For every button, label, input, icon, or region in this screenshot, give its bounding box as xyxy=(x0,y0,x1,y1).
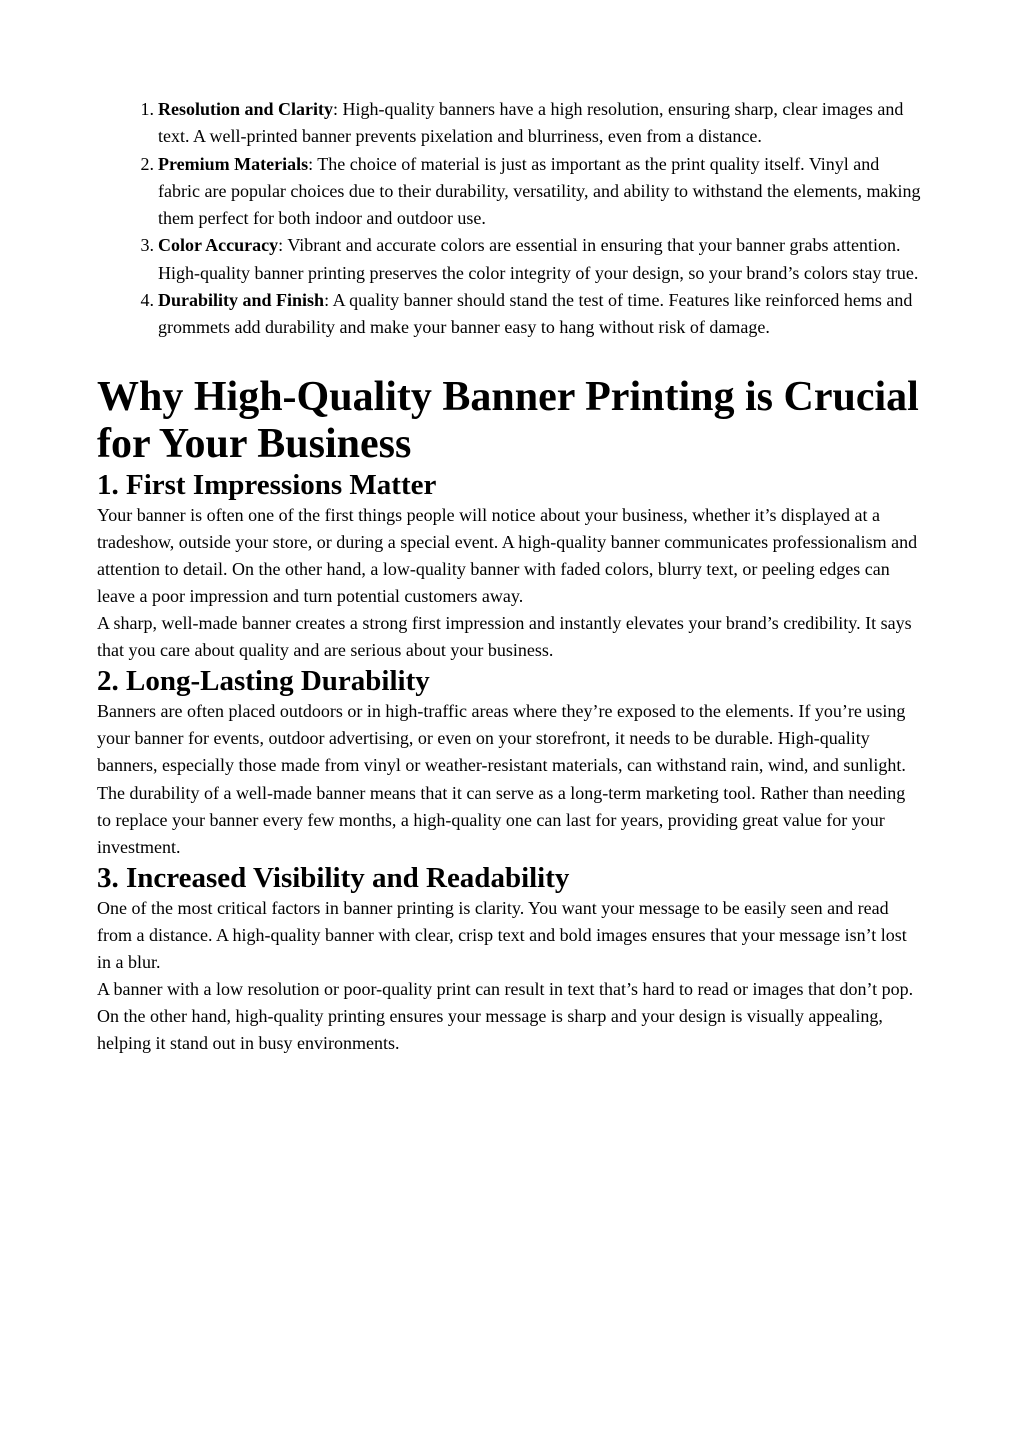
page-title: Why High-Quality Banner Printing is Crucial for Your Business xyxy=(97,373,919,467)
paragraph: A banner with a low resolution or poor-quality print can result in text that’s hard to read or images that don’t pop. On the other hand, high-quality printing ensures your message is sharp and your design is visually appealing, helping it stand out in busy environments. xyxy=(97,979,914,1054)
paragraph: Your banner is often one of the first things people will notice about your business, whether it’s displayed at a tradeshow, outside your store, or during a special event. A high-quality banner communicates professionalism and attention to detail. On the other hand, a low-quality banner with faded colors, blurry text, or peeling edges can leave a poor impression and turn potential customers away. xyxy=(97,504,918,606)
paragraph: A sharp, well-made banner creates a strong first impression and instantly elevates your brand’s credibility. It says that you care about quality and are serious about your business. xyxy=(97,613,912,661)
list-item-term: Durability and Finish xyxy=(158,290,325,311)
list-item xyxy=(140,96,923,151)
list-item-number: 2. xyxy=(140,153,154,174)
list-item-text: : A quality banner should stand the test of time. Features like reinforced hems and grommets add durability and make your banner easy to hang without risk of damage. xyxy=(158,290,913,338)
section-first-impressions xyxy=(97,468,923,665)
paragraph: Banners are often placed outdoors or in high-traffic areas where they’re exposed to the elements. If you’re using your banner for events, outdoor advertising, or even on your storefront, it needs to be durable. High-quality banners, especially those made from vinyl or weather-resistant materials, can withstand rain, wind, and sunlight. xyxy=(97,701,906,776)
section-heading: 2. Long-Lasting Durability xyxy=(97,665,430,698)
list-item-number: 4. xyxy=(140,290,154,311)
list-item-term: Color Accuracy xyxy=(158,235,279,256)
list-item-text: : High-quality banners have a high resolution, ensuring sharp, clear images and text. A well-printed banner prevents pixelation and blurriness, even from a distance. xyxy=(158,99,904,147)
section-visibility-readability xyxy=(97,861,923,1058)
list-item-text: : Vibrant and accurate colors are essential in ensuring that your banner grabs attention. High-quality banner printing preserves the color integrity of your design, so your brand’s colors stay true. xyxy=(158,235,919,283)
list-item-term: Resolution and Clarity xyxy=(158,99,334,119)
list-item xyxy=(140,232,923,287)
list-item xyxy=(140,287,923,342)
list-item-number: 1. xyxy=(140,99,154,119)
paragraph: One of the most critical factors in banner printing is clarity. You want your message to be easily seen and read from a distance. A high-quality banner with clear, crisp text and bold images ensures that your message isn’t lost in a blur. xyxy=(97,897,907,972)
paragraph: The durability of a well-made banner means that it can serve as a long-term marketing tool. Rather than needing to replace your banner every few months, a high-quality one can last for years, providing great value for your investment. xyxy=(97,782,906,857)
section-heading: 3. Increased Visibility and Readability xyxy=(97,861,570,894)
list-item xyxy=(140,151,923,233)
list-item-text: : The choice of material is just as important as the print quality itself. Vinyl and fabric are popular choices due to their durability, versatility, and ability to withstand the elements, making them perfect for both indoor and outdoor use. xyxy=(158,153,921,229)
document-page xyxy=(97,96,923,1057)
feature-list xyxy=(97,96,923,342)
list-item-term: Premium Materials xyxy=(158,153,309,174)
list-item-number: 3. xyxy=(140,235,154,256)
section-heading: 1. First Impressions Matter xyxy=(97,468,437,501)
section-long-lasting-durability xyxy=(97,664,923,861)
